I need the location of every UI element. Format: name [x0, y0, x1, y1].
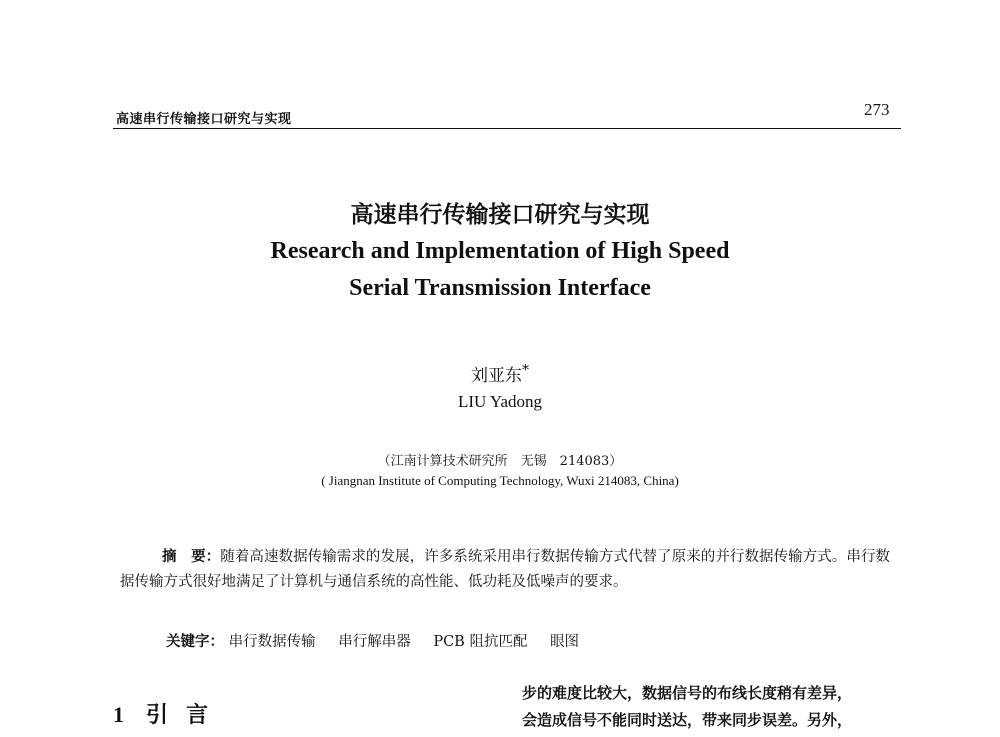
keyword-item: 串行数据传输 — [228, 634, 316, 650]
running-head-title: 高速串行传输接口研究与实现 — [116, 112, 292, 127]
author-name-english: LIU Yadong — [457, 392, 543, 411]
section-number: 1 — [113, 702, 124, 727]
keyword-item: PCB 阻抗匹配 — [433, 634, 528, 650]
body-text-right-column — [522, 680, 902, 734]
affiliation-english: ( Jiangnan Institute of Computing Technology, Wuxi 214083, China) — [321, 473, 679, 488]
author-name-cn-text: 刘亚东 — [470, 366, 522, 386]
keywords-line — [166, 630, 597, 651]
paper-title-chinese: 高速串行传输接口研究与实现 — [350, 202, 650, 228]
keyword-item: 串行解串器 — [338, 634, 411, 650]
author-name-chinese — [0, 361, 1000, 386]
keyword-item: 眼图 — [550, 634, 580, 650]
abstract-label: 摘 要： — [162, 549, 221, 565]
header-rule — [113, 128, 901, 129]
body-line: 步的难度比较大，数据信号的布线长度稍有差异， — [522, 684, 853, 702]
section-heading — [113, 698, 226, 729]
abstract-text: 随着高速数据传输需求的发展，许多系统采用串行数据传输方式代替了原来的并行数据传输方式。串行数据传输方式很好地满足了计算机与通信系统的高性能、低功耗及低噪声的要求。 — [120, 549, 891, 590]
paper-title-english: Research and Implementation of High Speed Serial Transmission Interface — [270, 238, 730, 301]
section-title: 引言 — [146, 703, 227, 728]
body-line: 会造成信号不能同时送达，带来同步误差。另外， — [522, 711, 853, 729]
author-footnote-mark: * — [521, 362, 530, 379]
affiliation-chinese: （江南计算技术研究所 无锡 214083） — [377, 454, 623, 469]
abstract-paragraph — [120, 545, 890, 595]
page-number: 273 — [864, 100, 890, 119]
keywords-label: 关键字： — [166, 634, 224, 650]
